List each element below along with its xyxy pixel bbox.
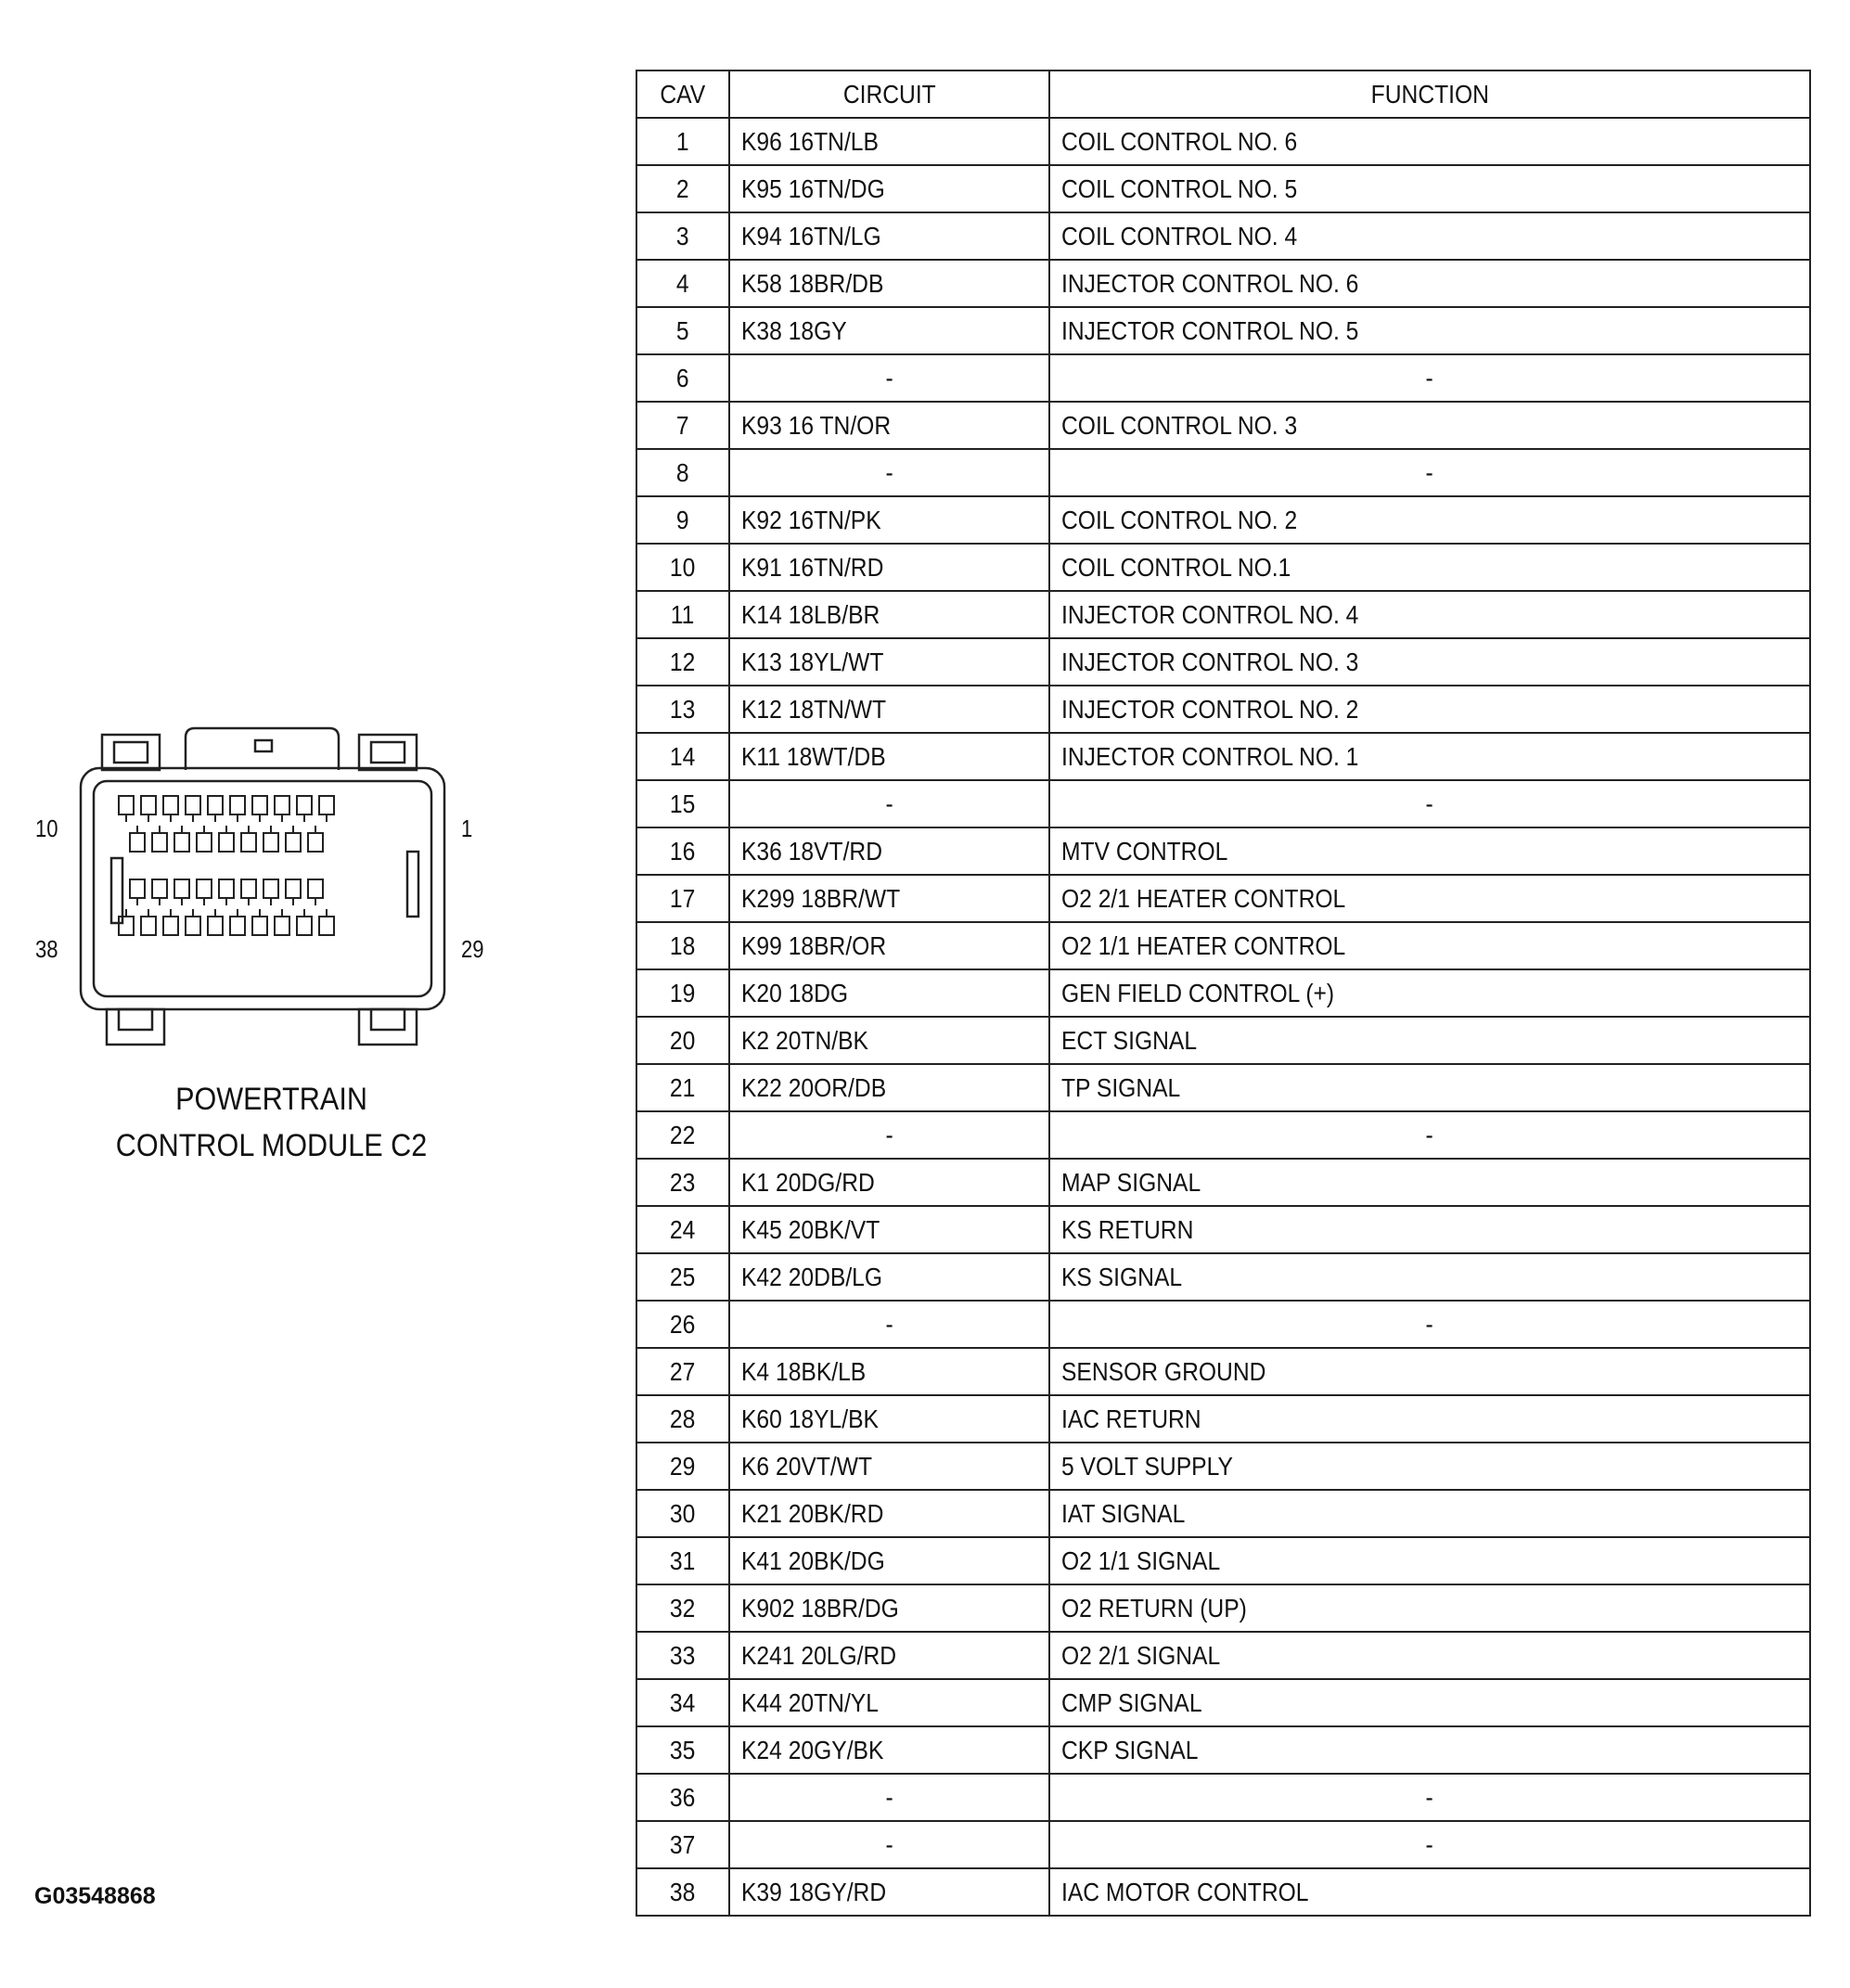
table-row — [636, 1348, 1810, 1395]
function-cell: - — [1049, 449, 1810, 496]
function-cell: COIL CONTROL NO. 6 — [1049, 118, 1810, 165]
pin-cavity — [141, 796, 156, 814]
function-cell: CMP SIGNAL — [1049, 1679, 1810, 1726]
header-function: FUNCTION — [1049, 71, 1810, 118]
table-row — [636, 1821, 1810, 1868]
circuit-cell: - — [729, 1774, 1049, 1821]
cav-cell: 20 — [636, 1017, 729, 1064]
function-cell: KS SIGNAL — [1049, 1253, 1810, 1301]
table-row — [636, 1017, 1810, 1064]
cav-cell: 37 — [636, 1821, 729, 1868]
table-row — [636, 1679, 1810, 1726]
cav-cell: 32 — [636, 1584, 729, 1632]
function-cell: INJECTOR CONTROL NO. 2 — [1049, 686, 1810, 733]
cav-cell: 13 — [636, 686, 729, 733]
caption-line-1: POWERTRAIN — [175, 1082, 367, 1117]
table-row — [636, 875, 1810, 922]
cav-cell: 29 — [636, 1443, 729, 1490]
pin-label-38: 38 — [35, 935, 58, 963]
pin-cavity — [252, 796, 267, 814]
table-row — [636, 212, 1810, 260]
table-row — [636, 165, 1810, 212]
pin-cavity — [241, 879, 256, 898]
cav-cell: 6 — [636, 354, 729, 402]
function-cell: IAC MOTOR CONTROL — [1049, 1868, 1810, 1916]
pin-cavity — [263, 879, 278, 898]
pin-cavity — [308, 833, 323, 852]
table-row — [636, 1537, 1810, 1584]
function-cell: - — [1049, 1774, 1810, 1821]
cav-cell: 23 — [636, 1159, 729, 1206]
pin-cavity — [119, 796, 134, 814]
function-cell: - — [1049, 1821, 1810, 1868]
table-row — [636, 1111, 1810, 1159]
function-cell: - — [1049, 780, 1810, 827]
pin-cavity — [297, 796, 312, 814]
circuit-cell: K91 16TN/RD — [729, 544, 1049, 591]
table-row — [636, 354, 1810, 402]
caption-line-2: CONTROL MODULE C2 — [115, 1128, 428, 1163]
table-row — [636, 1206, 1810, 1253]
table-row — [636, 402, 1810, 449]
circuit-cell: K45 20BK/VT — [729, 1206, 1049, 1253]
cav-cell: 2 — [636, 165, 729, 212]
table-row — [636, 544, 1810, 591]
cav-cell: 5 — [636, 307, 729, 354]
circuit-cell: K12 18TN/WT — [729, 686, 1049, 733]
function-cell: O2 RETURN (UP) — [1049, 1584, 1810, 1632]
circuit-cell: K24 20GY/BK — [729, 1726, 1049, 1774]
pin-cavity — [275, 796, 289, 814]
connector-latch-bottom-right — [359, 1009, 417, 1045]
function-cell: COIL CONTROL NO.1 — [1049, 544, 1810, 591]
pin-cavity — [119, 917, 134, 935]
table-row — [636, 827, 1810, 875]
circuit-cell: K299 18BR/WT — [729, 875, 1049, 922]
pin-cavity — [319, 917, 334, 935]
function-cell: MAP SIGNAL — [1049, 1159, 1810, 1206]
circuit-cell: K4 18BK/LB — [729, 1348, 1049, 1395]
cav-cell: 30 — [636, 1490, 729, 1537]
circuit-cell: K58 18BR/DB — [729, 260, 1049, 307]
circuit-cell: K20 18DG — [729, 969, 1049, 1017]
function-cell: O2 2/1 HEATER CONTROL — [1049, 875, 1810, 922]
circuit-cell: K22 20OR/DB — [729, 1064, 1049, 1111]
table-row — [636, 1584, 1810, 1632]
circuit-cell: K21 20BK/RD — [729, 1490, 1049, 1537]
pin-cavity — [230, 917, 245, 935]
circuit-cell: K1 20DG/RD — [729, 1159, 1049, 1206]
connector-latch-bottom-left — [107, 1009, 164, 1045]
pin-cavity — [152, 833, 167, 852]
pin-cavity — [197, 879, 212, 898]
cav-cell: 15 — [636, 780, 729, 827]
function-cell: IAC RETURN — [1049, 1395, 1810, 1443]
function-cell: - — [1049, 354, 1810, 402]
circuit-cell: K99 18BR/OR — [729, 922, 1049, 969]
table-row — [636, 638, 1810, 686]
circuit-cell: K96 16TN/LB — [729, 118, 1049, 165]
circuit-cell: - — [729, 449, 1049, 496]
function-cell: SENSOR GROUND — [1049, 1348, 1810, 1395]
cav-cell: 8 — [636, 449, 729, 496]
cav-cell: 24 — [636, 1206, 729, 1253]
table-row — [636, 118, 1810, 165]
pin-cavity — [286, 879, 301, 898]
cav-cell: 26 — [636, 1301, 729, 1348]
cav-cell: 9 — [636, 496, 729, 544]
table-row — [636, 496, 1810, 544]
circuit-cell: K39 18GY/RD — [729, 1868, 1049, 1916]
table-row — [636, 1443, 1810, 1490]
circuit-cell: K92 16TN/PK — [729, 496, 1049, 544]
cav-cell: 21 — [636, 1064, 729, 1111]
cav-cell: 10 — [636, 544, 729, 591]
circuit-cell: K94 16TN/LG — [729, 212, 1049, 260]
function-cell: 5 VOLT SUPPLY — [1049, 1443, 1810, 1490]
table-header-row — [636, 71, 1810, 118]
table-row — [636, 686, 1810, 733]
pin-cavity — [152, 879, 167, 898]
connector-face-diagram — [23, 714, 515, 1067]
function-cell: MTV CONTROL — [1049, 827, 1810, 875]
function-cell: TP SIGNAL — [1049, 1064, 1810, 1111]
cav-cell: 31 — [636, 1537, 729, 1584]
circuit-cell: K41 20BK/DG — [729, 1537, 1049, 1584]
function-cell: ECT SIGNAL — [1049, 1017, 1810, 1064]
circuit-cell: K241 20LG/RD — [729, 1632, 1049, 1679]
pin-cavity — [174, 833, 189, 852]
pin-cavity — [208, 917, 223, 935]
function-cell: INJECTOR CONTROL NO. 6 — [1049, 260, 1810, 307]
cav-cell: 36 — [636, 1774, 729, 1821]
pin-cavity — [308, 879, 323, 898]
pin-cavity — [163, 796, 178, 814]
function-cell: COIL CONTROL NO. 4 — [1049, 212, 1810, 260]
cav-cell: 7 — [636, 402, 729, 449]
function-cell: INJECTOR CONTROL NO. 5 — [1049, 307, 1810, 354]
circuit-cell: K11 18WT/DB — [729, 733, 1049, 780]
function-cell: O2 2/1 SIGNAL — [1049, 1632, 1810, 1679]
table-row — [636, 1159, 1810, 1206]
table-row — [636, 1490, 1810, 1537]
circuit-cell: - — [729, 1111, 1049, 1159]
figure-id: G03548868 — [34, 1883, 156, 1909]
circuit-cell: K2 20TN/BK — [729, 1017, 1049, 1064]
cav-cell: 25 — [636, 1253, 729, 1301]
table-row — [636, 1301, 1810, 1348]
circuit-cell: K93 16 TN/OR — [729, 402, 1049, 449]
table-row — [636, 449, 1810, 496]
pin-cavity — [141, 917, 156, 935]
table-row — [636, 780, 1810, 827]
cav-cell: 35 — [636, 1726, 729, 1774]
table-row — [636, 1726, 1810, 1774]
circuit-cell: K42 20DB/LG — [729, 1253, 1049, 1301]
circuit-cell: - — [729, 780, 1049, 827]
pin-cavity — [219, 833, 234, 852]
function-cell: INJECTOR CONTROL NO. 1 — [1049, 733, 1810, 780]
function-cell: - — [1049, 1111, 1810, 1159]
pin-cavity — [275, 917, 289, 935]
pin-cavity — [286, 833, 301, 852]
connector-caption — [115, 1076, 429, 1169]
function-cell: O2 1/1 HEATER CONTROL — [1049, 922, 1810, 969]
table-row — [636, 1632, 1810, 1679]
pinout-table — [636, 70, 1811, 1917]
circuit-cell: K6 20VT/WT — [729, 1443, 1049, 1490]
circuit-cell: K14 18LB/BR — [729, 591, 1049, 638]
function-cell: INJECTOR CONTROL NO. 4 — [1049, 591, 1810, 638]
connector-latch-top-left — [102, 735, 160, 770]
circuit-cell: - — [729, 1301, 1049, 1348]
cav-cell: 11 — [636, 591, 729, 638]
circuit-cell: - — [729, 1821, 1049, 1868]
cav-cell: 33 — [636, 1632, 729, 1679]
table-row — [636, 733, 1810, 780]
cav-cell: 1 — [636, 118, 729, 165]
table-row — [636, 1395, 1810, 1443]
cav-cell: 16 — [636, 827, 729, 875]
function-cell: COIL CONTROL NO. 5 — [1049, 165, 1810, 212]
function-cell: - — [1049, 1301, 1810, 1348]
pin-cavity — [219, 879, 234, 898]
cav-cell: 14 — [636, 733, 729, 780]
cav-cell: 3 — [636, 212, 729, 260]
table-row — [636, 307, 1810, 354]
circuit-cell: K60 18YL/BK — [729, 1395, 1049, 1443]
cav-cell: 12 — [636, 638, 729, 686]
cav-cell: 22 — [636, 1111, 729, 1159]
circuit-cell: K95 16TN/DG — [729, 165, 1049, 212]
cav-cell: 27 — [636, 1348, 729, 1395]
table-row — [636, 1064, 1810, 1111]
pin-cavity — [186, 917, 200, 935]
circuit-cell: K36 18VT/RD — [729, 827, 1049, 875]
pin-cavity — [241, 833, 256, 852]
cav-cell: 19 — [636, 969, 729, 1017]
pin-cavity — [230, 796, 245, 814]
pin-cavity — [163, 917, 178, 935]
connector-latch-top-right — [359, 735, 417, 770]
pin-cavity — [130, 879, 145, 898]
function-cell: CKP SIGNAL — [1049, 1726, 1810, 1774]
table-row — [636, 1774, 1810, 1821]
header-cav: CAV — [636, 71, 729, 118]
table-row — [636, 1868, 1810, 1916]
cav-cell: 34 — [636, 1679, 729, 1726]
pin-label-1: 1 — [461, 814, 473, 842]
table-row — [636, 1253, 1810, 1301]
pin-cavity — [174, 879, 189, 898]
circuit-cell: - — [729, 354, 1049, 402]
connector-lock-top — [186, 728, 339, 770]
pin-cavity — [252, 917, 267, 935]
pin-cavity — [208, 796, 223, 814]
circuit-cell: K44 20TN/YL — [729, 1679, 1049, 1726]
circuit-cell: K13 18YL/WT — [729, 638, 1049, 686]
cav-cell: 18 — [636, 922, 729, 969]
function-cell: COIL CONTROL NO. 2 — [1049, 496, 1810, 544]
function-cell: GEN FIELD CONTROL (+) — [1049, 969, 1810, 1017]
table-row — [636, 260, 1810, 307]
cav-cell: 38 — [636, 1868, 729, 1916]
function-cell: KS RETURN — [1049, 1206, 1810, 1253]
cav-cell: 17 — [636, 875, 729, 922]
table-row — [636, 922, 1810, 969]
function-cell: O2 1/1 SIGNAL — [1049, 1537, 1810, 1584]
pin-cavity — [319, 796, 334, 814]
circuit-cell: K902 18BR/DG — [729, 1584, 1049, 1632]
circuit-cell: K38 18GY — [729, 307, 1049, 354]
table-row — [636, 969, 1810, 1017]
pin-label-29: 29 — [461, 935, 484, 963]
table-row — [636, 591, 1810, 638]
pin-cavity — [197, 833, 212, 852]
header-circuit: CIRCUIT — [729, 71, 1049, 118]
pin-cavity — [263, 833, 278, 852]
function-cell: IAT SIGNAL — [1049, 1490, 1810, 1537]
pin-cavity — [130, 833, 145, 852]
function-cell: COIL CONTROL NO. 3 — [1049, 402, 1810, 449]
pin-cavity — [297, 917, 312, 935]
cav-cell: 28 — [636, 1395, 729, 1443]
pin-label-10: 10 — [35, 814, 58, 842]
pin-cavity — [186, 796, 200, 814]
function-cell: INJECTOR CONTROL NO. 3 — [1049, 638, 1810, 686]
cav-cell: 4 — [636, 260, 729, 307]
